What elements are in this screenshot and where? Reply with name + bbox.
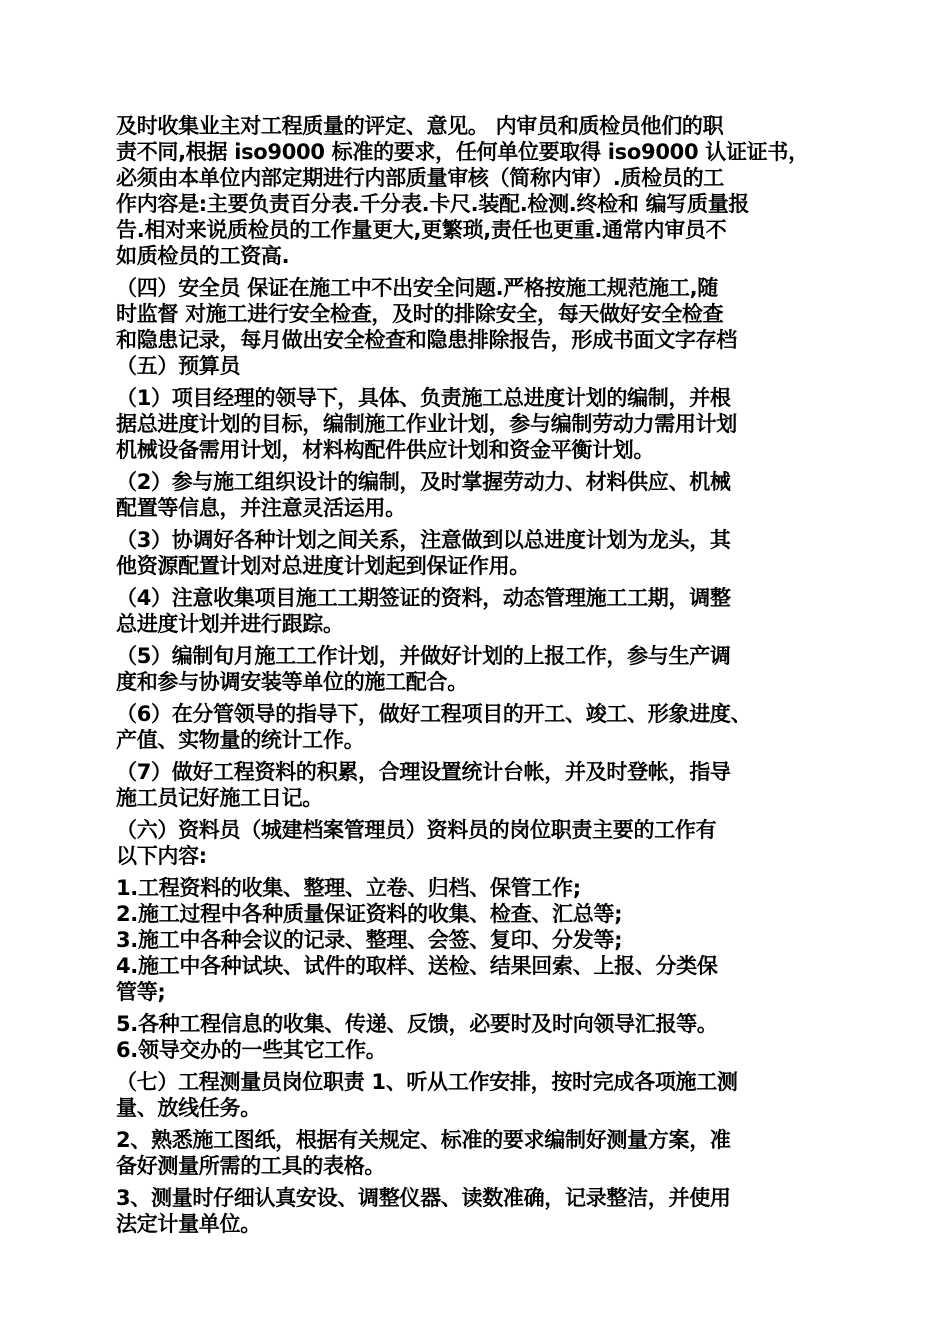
section-heading-6: （六）资料员（城建档案管理员）资料员的岗位职责主要的工作有 [116, 818, 717, 842]
text-line: 责不同,根据 iso9000 标准的要求，任何单位要取得 iso9000 认证证书， [116, 140, 809, 164]
text-line: 据总进度计划的目标，编制施工作业计划，参与编制劳动力需用计划 [116, 412, 737, 436]
text-line: 告.相对来说质检员的工作量更大,更繁琐,责任也更重.通常内审员不 [116, 218, 727, 242]
section-heading-4: （四）安全员 保证在施工中不出安全问题.严格按施工规范施工,随 [116, 276, 718, 300]
text-line: 产值、实物量的统计工作。 [116, 728, 365, 752]
document-body [116, 113, 846, 1237]
text-line: 如质检员的工资高. [116, 244, 290, 268]
text-line: 和隐患记录，每月做出安全检查和隐患排除报告，形成书面文字存档 [116, 328, 737, 352]
text-line: 时监督 对施工进行安全检查，及时的排除安全，每天做好安全检查 [116, 302, 724, 326]
text-line: （2）参与施工组织设计的编制，及时掌握劳动力、材料供应、机械 [116, 470, 731, 494]
text-line: （5）编制旬月施工工作计划，并做好计划的上报工作，参与生产调 [116, 644, 731, 668]
text-line: 及时收集业主对工程质量的评定、意见。 内审员和质检员他们的职 [116, 114, 724, 138]
list-item: 3、测量时仔细认真安设、调整仪器、读数准确，记录整洁，并使用 [116, 1186, 731, 1210]
text-line: 度和参与协调安装等单位的施工配合。 [116, 670, 468, 694]
text-line: （4）注意收集项目施工工期签证的资料，动态管理施工工期，调整 [116, 586, 731, 610]
text-line: 管等; [116, 980, 166, 1004]
text-line: （3）协调好各种计划之间关系，注意做到以总进度计划为龙头，其 [116, 528, 731, 552]
text-line: （1）项目经理的领导下，具体、负责施工总进度计划的编制，并根 [116, 386, 731, 410]
section-heading-5: （五）预算员 [116, 354, 241, 378]
section-heading-7: （七）工程测量员岗位职责 1、听从工作安排，按时完成各项施工测 [116, 1070, 738, 1094]
text-line: 备好测量所需的工具的表格。 [116, 1154, 386, 1178]
list-item: 3.施工中各种会议的记录、整理、会签、复印、分发等; [116, 928, 623, 952]
text-line: 以下内容: [116, 844, 207, 868]
list-item: 1.工程资料的收集、整理、立卷、归档、保管工作; [116, 876, 581, 900]
text-line: 施工员记好施工日记。 [116, 786, 323, 810]
text-line: 配置等信息，并注意灵活运用。 [116, 496, 406, 520]
list-item: 6.领导交办的一些其它工作。 [116, 1038, 387, 1062]
list-item: 4.施工中各种试块、试件的取样、送检、结果回索、上报、分类保 [116, 954, 718, 978]
text-line: 他资源配置计划对总进度计划起到保证作用。 [116, 554, 530, 578]
text-line: 法定计量单位。 [116, 1212, 261, 1236]
text-line: 总进度计划并进行跟踪。 [116, 612, 344, 636]
list-item: 2、熟悉施工图纸，根据有关规定、标准的要求编制好测量方案，准 [116, 1128, 731, 1152]
text-line: 机械设备需用计划，材料构配件供应计划和资金平衡计划。 [116, 438, 655, 462]
text-line: 量、放线任务。 [116, 1096, 261, 1120]
list-item: 2.施工过程中各种质量保证资料的收集、检查、汇总等; [116, 902, 623, 926]
text-line: （6）在分管领导的指导下，做好工程项目的开工、竣工、形象进度、 [116, 702, 752, 726]
text-line: 必须由本单位内部定期进行内部质量审核（简称内审）.质检员的工 [116, 166, 724, 190]
text-line: 作内容是:主要负责百分表.千分表.卡尺.装配.检测.终检和 编写质量报 [116, 192, 750, 216]
list-item: 5.各种工程信息的收集、传递、反馈，必要时及时向领导汇报等。 [116, 1012, 718, 1036]
text-line: （7）做好工程资料的积累，合理设置统计台帐，并及时登帐，指导 [116, 760, 731, 784]
